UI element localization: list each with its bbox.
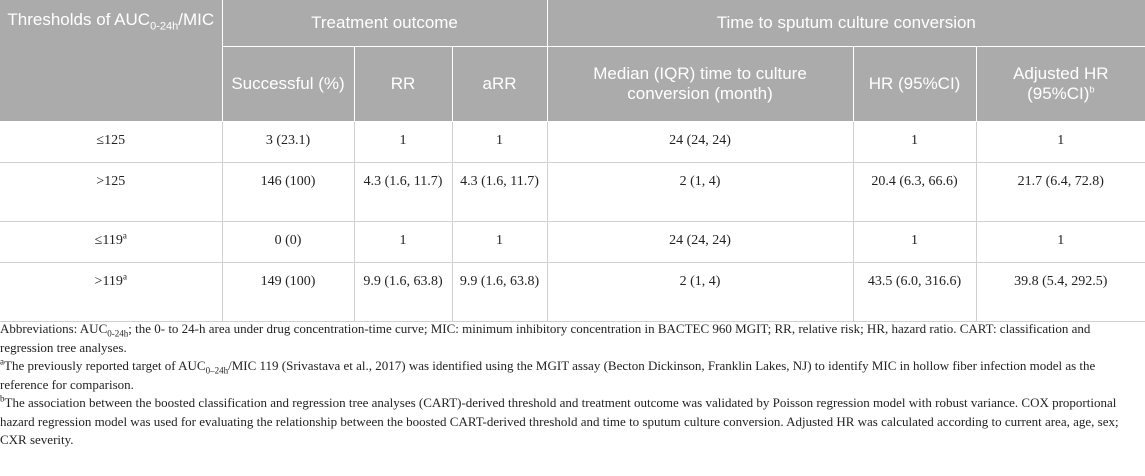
rr-cell: 1	[354, 222, 452, 263]
arr-header: aRR	[452, 47, 547, 122]
abbreviations-note: Abbreviations: $AUC_{0-24h}$; the 0- to 24-h area under drug concentration-time curve; MIC: minimum inhibitory concentration in BACTEC 960 MGIT; RR, relative risk; HR, hazard ratio. CART: classification and regression tree analyses.	[0, 321, 1091, 355]
threshold-cell: >125	[0, 163, 222, 222]
adjusted-hr-cell: 21.7 (6.4, 72.8)	[976, 163, 1145, 222]
header-row-1	[0, 0, 1145, 47]
hr-cell: 43.5 (6.0, 316.6)	[853, 263, 976, 322]
hr-cell: 1	[853, 222, 976, 263]
arr-cell: 4.3 (1.6, 11.7)	[452, 163, 547, 222]
rr-cell: 9.9 (1.6, 63.8)	[354, 263, 452, 322]
threshold-cell: $\le 119^a$	[0, 222, 222, 263]
table-row	[0, 122, 1145, 163]
adjusted-hr-cell: 1	[976, 222, 1145, 263]
adjusted-hr-header: Adjusted HR $(95\%CI)^b$	[976, 47, 1145, 122]
successful-cell: 0 (0)	[222, 222, 354, 263]
threshold-header: Thresholds of $AUC_{0-24h}$/MIC	[0, 0, 222, 122]
median-cell: 24 (24, 24)	[547, 122, 853, 163]
arr-cell: 1	[452, 122, 547, 163]
arr-cell: 1	[452, 222, 547, 263]
table-row	[0, 263, 1145, 322]
threshold-cell: ≤125	[0, 122, 222, 163]
hr-cell: 1	[853, 122, 976, 163]
median-time-header: Median (IQR) time to culture conversion (month)	[547, 47, 853, 122]
rr-cell: 1	[354, 122, 452, 163]
successful-cell: 3 (23.1)	[222, 122, 354, 163]
rr-header: RR	[354, 47, 452, 122]
time-to-conversion-header: Time to sputum culture conversion	[547, 0, 1145, 47]
adjusted-hr-cell: 39.8 (5.4, 292.5)	[976, 263, 1145, 322]
table-row	[0, 222, 1145, 263]
hr-cell: 20.4 (6.3, 66.6)	[853, 163, 976, 222]
footnote-a: $^a$The previously reported target of $AUC_{0-24h}$/MIC 119 (Srivastava et al., 2017) was identified using the MGIT assay (Becton Dickinson, Franklin Lakes, NJ) to identify MIC in hollow fiber infection model as the reference for comparison.	[0, 356, 1096, 392]
rr-cell: 4.3 (1.6, 11.7)	[354, 163, 452, 222]
adjusted-hr-cell: 1	[976, 122, 1145, 163]
threshold-cell: $>119^a$	[0, 263, 222, 322]
table-footnotes	[0, 320, 1145, 450]
successful-cell: 149 (100)	[222, 263, 354, 322]
table-row	[0, 163, 1145, 222]
median-cell: 2 (1, 4)	[547, 263, 853, 322]
hr-header: HR (95%CI)	[853, 47, 976, 122]
footnote-b: $^b$The association between the boosted classification and regression tree analyses (CART)-derived threshold and treatment outcome was validated by Poisson regression model with robust variance. COX proportional hazard regression model was used for evaluating the relationship between the boosted CART-derived threshold and time to sputum culture conversion. Adjusted HR was calculated according to current area, age, sex; CXR severity.	[0, 393, 1119, 447]
treatment-outcome-header: Treatment outcome	[222, 0, 547, 47]
arr-cell: 9.9 (1.6, 63.8)	[452, 263, 547, 322]
successful-cell: 146 (100)	[222, 163, 354, 222]
median-cell: 2 (1, 4)	[547, 163, 853, 222]
successful-header: Successful (%)	[222, 47, 354, 122]
median-cell: 24 (24, 24)	[547, 222, 853, 263]
